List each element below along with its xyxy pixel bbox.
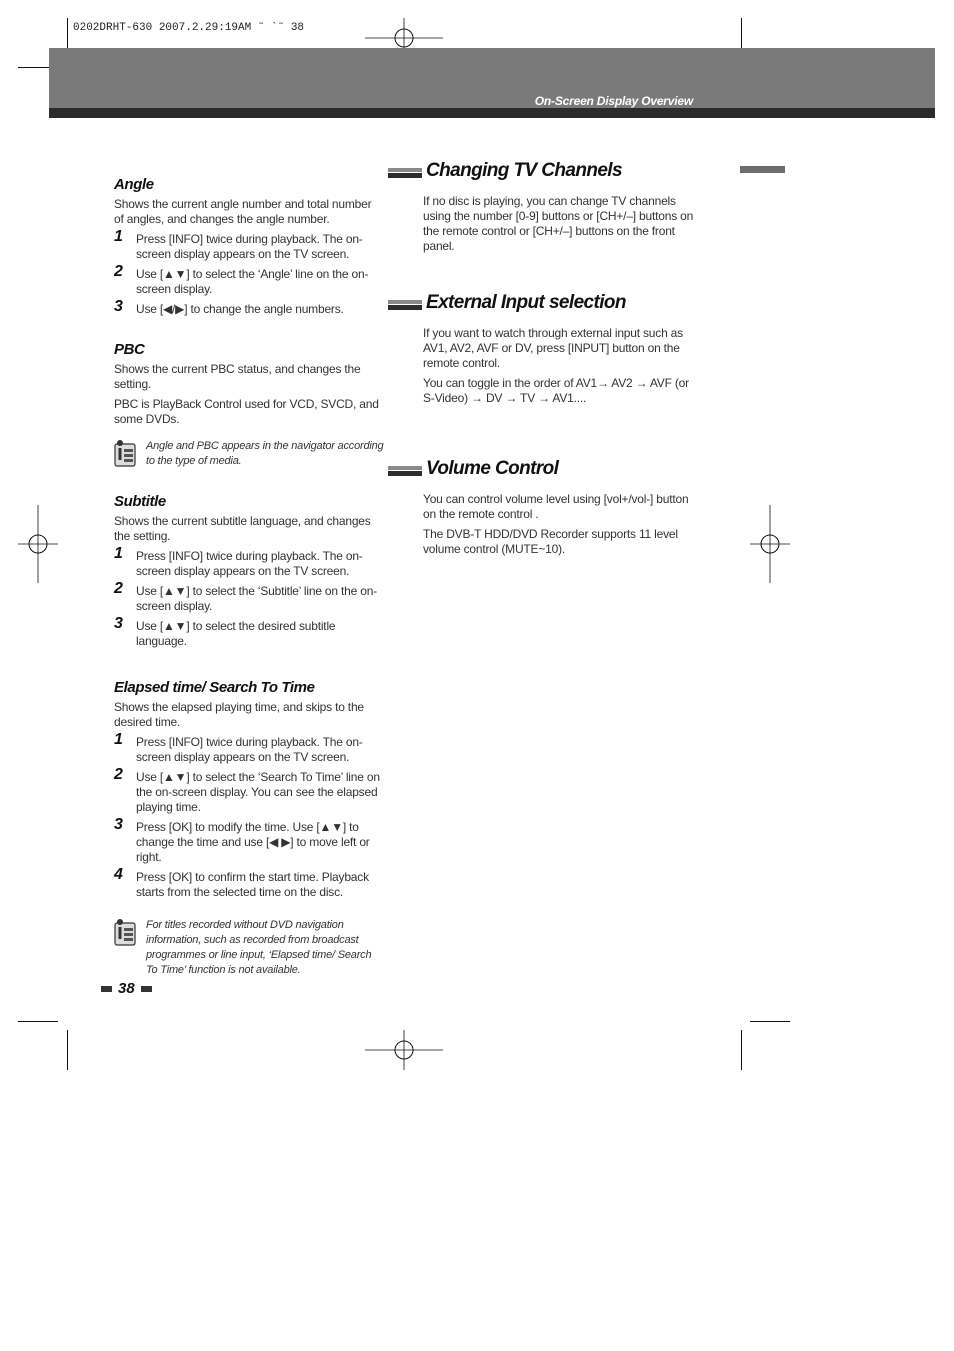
registration-mark-left-icon — [18, 505, 58, 583]
step-item — [114, 866, 384, 900]
header-band — [49, 48, 935, 108]
subtitle-section — [114, 493, 384, 649]
section-header — [388, 292, 698, 318]
note-icon — [114, 439, 136, 467]
header-rule — [49, 108, 935, 118]
step-item — [114, 816, 384, 865]
step-text: Use [▲▼] to select the desired subtitle language. — [136, 619, 336, 648]
page-number — [101, 980, 152, 997]
elapsed-time-heading: Elapsed time/ Search To Time — [114, 679, 315, 696]
print-slug: 0202DRHT-630 2007.2.29:19AM ˜ `˜ 38 — [73, 22, 305, 34]
crop-mark — [18, 1021, 58, 1022]
changing-tv-channels-heading: Changing TV Channels — [426, 160, 622, 181]
step-text: Press [OK] to modify the time. Use [▲▼] to change the time and use [◀ ▶] to move left or right. — [136, 820, 370, 864]
page-number-bullet-icon — [141, 986, 152, 992]
crop-mark — [67, 1030, 68, 1070]
elapsed-time-section — [114, 679, 384, 978]
changing-tv-channels-section — [388, 160, 698, 254]
subtitle-description: Shows the current subtitle language, and changes the setting. — [114, 514, 371, 543]
header-title: On-Screen Display Overview — [534, 94, 693, 108]
pbc-description: Shows the current PBC status, and changes the setting. — [114, 362, 361, 391]
step-number: 1 — [114, 731, 123, 748]
volume-control-levels: The DVB-T HDD/DVD Recorder supports 11 level volume control (MUTE~10). — [423, 527, 678, 556]
step-item — [114, 766, 384, 815]
external-input-order: You can toggle in the order of AV1→ AV2 → AVF (or S-Video) → DV → TV → AV1.... — [423, 376, 689, 405]
note — [114, 439, 384, 469]
crop-mark — [741, 1030, 742, 1070]
note-icon — [114, 918, 136, 946]
step-text: Use [▲▼] to select the ‘Angle’ line on the on-screen display. — [136, 267, 369, 296]
external-input-text: If you want to watch through external input such as AV1, AV2, AVF or DV, press [INPUT] button on the remote control. — [423, 326, 683, 370]
page-number-text: 38 — [118, 980, 135, 997]
step-text: Press [INFO] twice during playback. The on-screen display appears on the TV screen. — [136, 232, 363, 261]
crop-mark — [750, 1021, 790, 1022]
page-number-bullet-icon — [101, 986, 112, 992]
step-text: Press [INFO] twice during playback. The on-screen display appears on the TV screen. — [136, 549, 363, 578]
external-input-section — [388, 292, 698, 406]
step-item — [114, 228, 384, 262]
pbc-heading: PBC — [114, 341, 145, 358]
right-column — [388, 160, 698, 562]
pbc-section — [114, 341, 384, 469]
step-number: 2 — [114, 766, 123, 783]
left-column — [114, 176, 384, 978]
pbc-description-detail: PBC is PlayBack Control used for VCD, SVCD, and some DVDs. — [114, 397, 379, 426]
step-number: 2 — [114, 580, 123, 597]
step-item — [114, 615, 384, 649]
step-item — [114, 263, 384, 297]
external-input-heading: External Input selection — [426, 292, 626, 313]
angle-section — [114, 176, 384, 317]
step-text: Use [▲▼] to select the ‘Subtitle’ line on the on-screen display. — [136, 584, 377, 613]
note-text: For titles recorded without DVD navigation information, such as recorded from broadcast programmes or line input, ‘Elapsed time/ Search To Time’ function is not available. — [146, 919, 372, 976]
changing-tv-channels-text: If no disc is playing, you can change TV channels using the number [0-9] buttons or [CH+/–] buttons on the remote control or [CH+/–] buttons on the front panel. — [423, 194, 694, 253]
section-header — [388, 160, 698, 186]
step-number: 1 — [114, 228, 123, 245]
step-text: Use [◀/▶] to change the angle numbers. — [136, 302, 344, 316]
step-text: Press [OK] to confirm the start time. Playback starts from the selected time on the disc. — [136, 870, 369, 899]
section-header — [388, 458, 698, 484]
step-item — [114, 580, 384, 614]
section-tab — [740, 166, 785, 173]
step-number: 4 — [114, 866, 123, 883]
step-item — [114, 298, 384, 317]
heading-bar-icon — [388, 466, 422, 476]
note — [114, 918, 384, 978]
elapsed-time-description: Shows the elapsed playing time, and skips to the desired time. — [114, 700, 364, 729]
step-number: 3 — [114, 615, 123, 632]
subtitle-heading: Subtitle — [114, 493, 166, 510]
step-item — [114, 545, 384, 579]
step-text: Use [▲▼] to select the ‘Search To Time’ line on the on-screen display. You can see the elapsed playing time. — [136, 770, 380, 814]
step-number: 1 — [114, 545, 123, 562]
volume-control-section — [388, 458, 698, 557]
step-number: 2 — [114, 263, 123, 280]
step-number: 3 — [114, 298, 123, 315]
heading-bar-icon — [388, 168, 422, 178]
volume-control-heading: Volume Control — [426, 458, 559, 479]
step-item — [114, 731, 384, 765]
registration-mark-right-icon — [750, 505, 790, 583]
note-text: Angle and PBC appears in the navigator according to the type of media. — [146, 440, 384, 467]
step-number: 3 — [114, 816, 123, 833]
angle-description: Shows the current angle number and total number of angles, and changes the angle number. — [114, 197, 372, 226]
registration-mark-bottom-icon — [365, 1030, 443, 1070]
volume-control-text: You can control volume level using [vol+/vol-] button on the remote control . — [423, 492, 689, 521]
heading-bar-icon — [388, 300, 422, 310]
angle-heading: Angle — [114, 176, 154, 193]
step-text: Press [INFO] twice during playback. The on-screen display appears on the TV screen. — [136, 735, 363, 764]
